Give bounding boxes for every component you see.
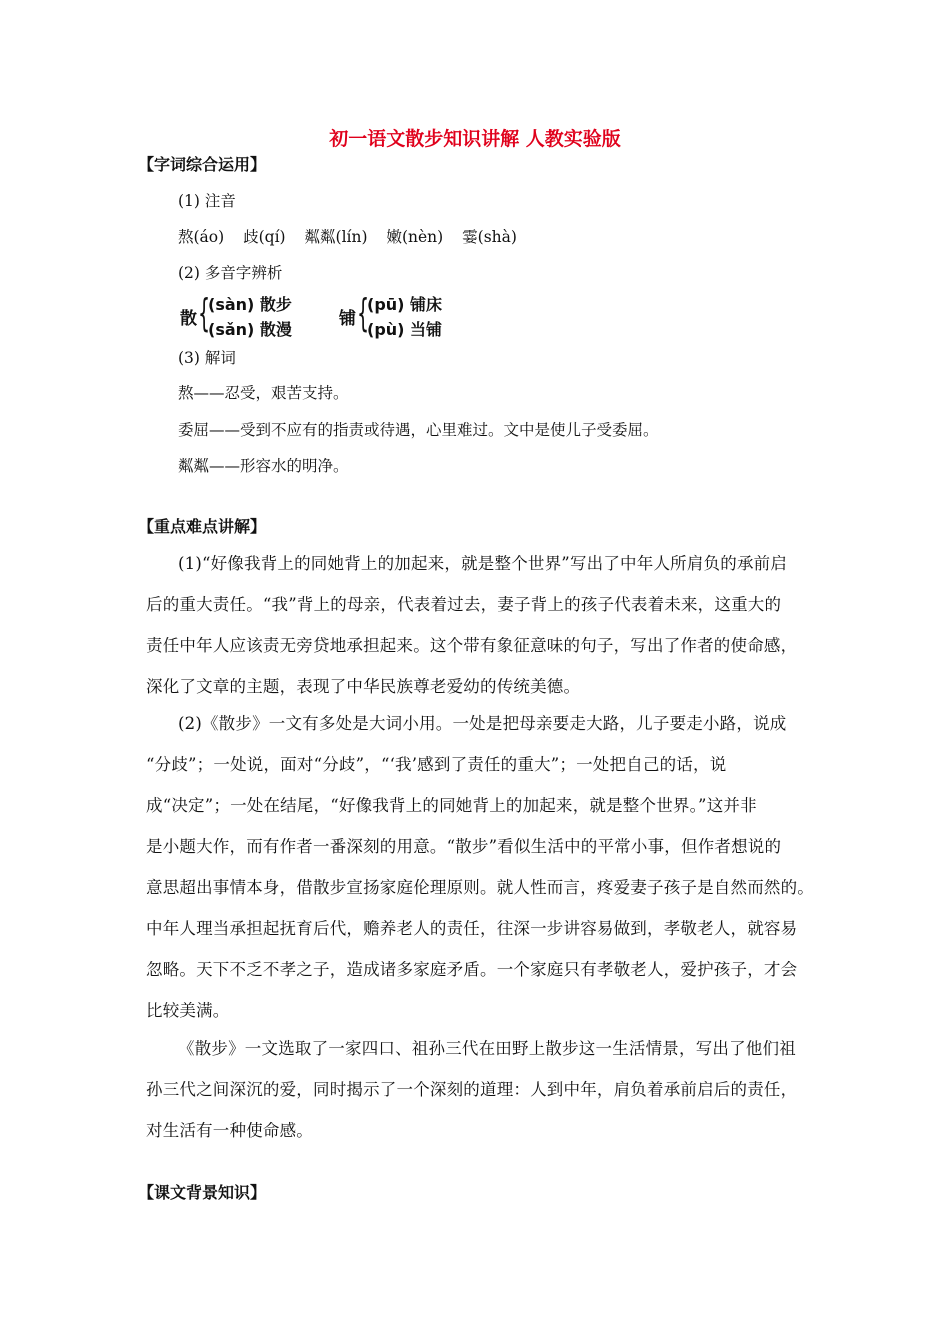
polyphone-group-pu [339, 292, 479, 338]
paragraph-line: 深化了文章的主题，表现了中华民族尊老爱幼的传统美德。 [146, 677, 581, 696]
paragraph-line: 后的重大责任。“我”背上的母亲，代表着过去，妻子背上的孩子代表着未来，这重大的 [146, 595, 782, 614]
paragraph-line: (2)《散步》一文有多处是大词小用。一处是把母亲要走大路，儿子要走小路，说成 [178, 714, 787, 733]
section-heading-vocabulary: 【字词综合运用】 [138, 155, 267, 174]
pinyin-entry: 熬(áo) [178, 228, 225, 246]
paragraph-line: 比较美满。 [146, 1001, 230, 1020]
polyphone-char: 散 [180, 309, 197, 329]
reading-word: 散漫 [259, 320, 292, 339]
definition-line: 熬——忍受，艰苦支持。 [178, 384, 349, 402]
definition-line: 粼粼——形容水的明净。 [178, 457, 349, 475]
paragraph-line: 是小题大作，而有作者一番深刻的用意。“散步”看似生活中的平常小事，但作者想说的 [146, 837, 782, 856]
document-title: 初一语文散步知识讲解 人教实验版 [329, 128, 621, 150]
paragraph-line: “分歧”；一处说，面对“分歧”，“‘我’感到了责任的重大”；一处把自己的话，说 [146, 755, 727, 774]
polyphone-char: 铺 [339, 309, 356, 329]
paragraph-line: 孙三代之间深沉的爱，同时揭示了一个深刻的道理：人到中年，肩负着承前启后的责任， [146, 1080, 798, 1099]
paragraph-line: 成“决定”；一处在结尾，“好像我背上的同她背上的加起来，就是整个世界。”这并非 [146, 796, 757, 815]
brace-glyph: { [198, 291, 211, 335]
reading-word: 铺床 [410, 295, 443, 314]
paragraph-line: (1)“好像我背上的同她背上的加起来，就是整个世界”写出了中年人所肩负的承前启 [178, 554, 788, 573]
item-label-definitions: (3) 解词 [178, 349, 236, 367]
paragraph-line: 责任中年人应该责无旁贷地承担起来。这个带有象征意味的句子，写出了作者的使命感， [146, 636, 798, 655]
reading-pron: (pù) [367, 320, 405, 339]
reading-pron: (sǎn) [208, 320, 255, 339]
pinyin-entry: 嫩(nèn) [386, 228, 444, 246]
item-label-pronunciation: (1) 注音 [178, 192, 236, 210]
reading-pron: (sàn) [208, 295, 255, 314]
definition-line: 委屈——受到不应有的指责或待遇，心里难过。文中是使儿子受委屈。 [178, 421, 659, 439]
pinyin-entry: 歧(qí) [243, 228, 286, 246]
brace-glyph: { [357, 291, 370, 335]
pinyin-row [178, 225, 517, 247]
paragraph-line: 中年人理当承担起抚育后代，赡养老人的责任，往深一步讲容易做到，孝敬老人，就容易 [146, 919, 798, 938]
polyphone-reading [367, 317, 442, 340]
pinyin-entry: 粼粼(lín) [304, 228, 368, 246]
paragraph-line: 对生活有一种使命感。 [146, 1121, 313, 1140]
polyphone-reading [208, 317, 292, 340]
polyphone-reading [208, 292, 292, 315]
reading-pron: (pū) [367, 295, 405, 314]
section-heading-key-points: 【重点难点讲解】 [138, 517, 267, 536]
polyphone-group-san [180, 292, 320, 338]
polyphone-reading [367, 292, 442, 315]
pinyin-entry: 霎(shà) [462, 228, 517, 246]
reading-word: 当铺 [410, 320, 443, 339]
section-heading-background: 【课文背景知识】 [138, 1183, 267, 1202]
item-label-polyphone: (2) 多音字辨析 [178, 264, 283, 282]
reading-word: 散步 [259, 295, 292, 314]
paragraph-line: 《散步》一文选取了一家四口、祖孙三代在田野上散步这一生活情景，写出了他们祖 [178, 1039, 796, 1058]
paragraph-line: 意思超出事情本身，借散步宣扬家庭伦理原则。就人性而言，疼爱妻子孩子是自然而然的。 [146, 878, 814, 897]
paragraph-line: 忽略。天下不乏不孝之子，造成诸多家庭矛盾。一个家庭只有孝敬老人，爱护孩子，才会 [146, 960, 798, 979]
